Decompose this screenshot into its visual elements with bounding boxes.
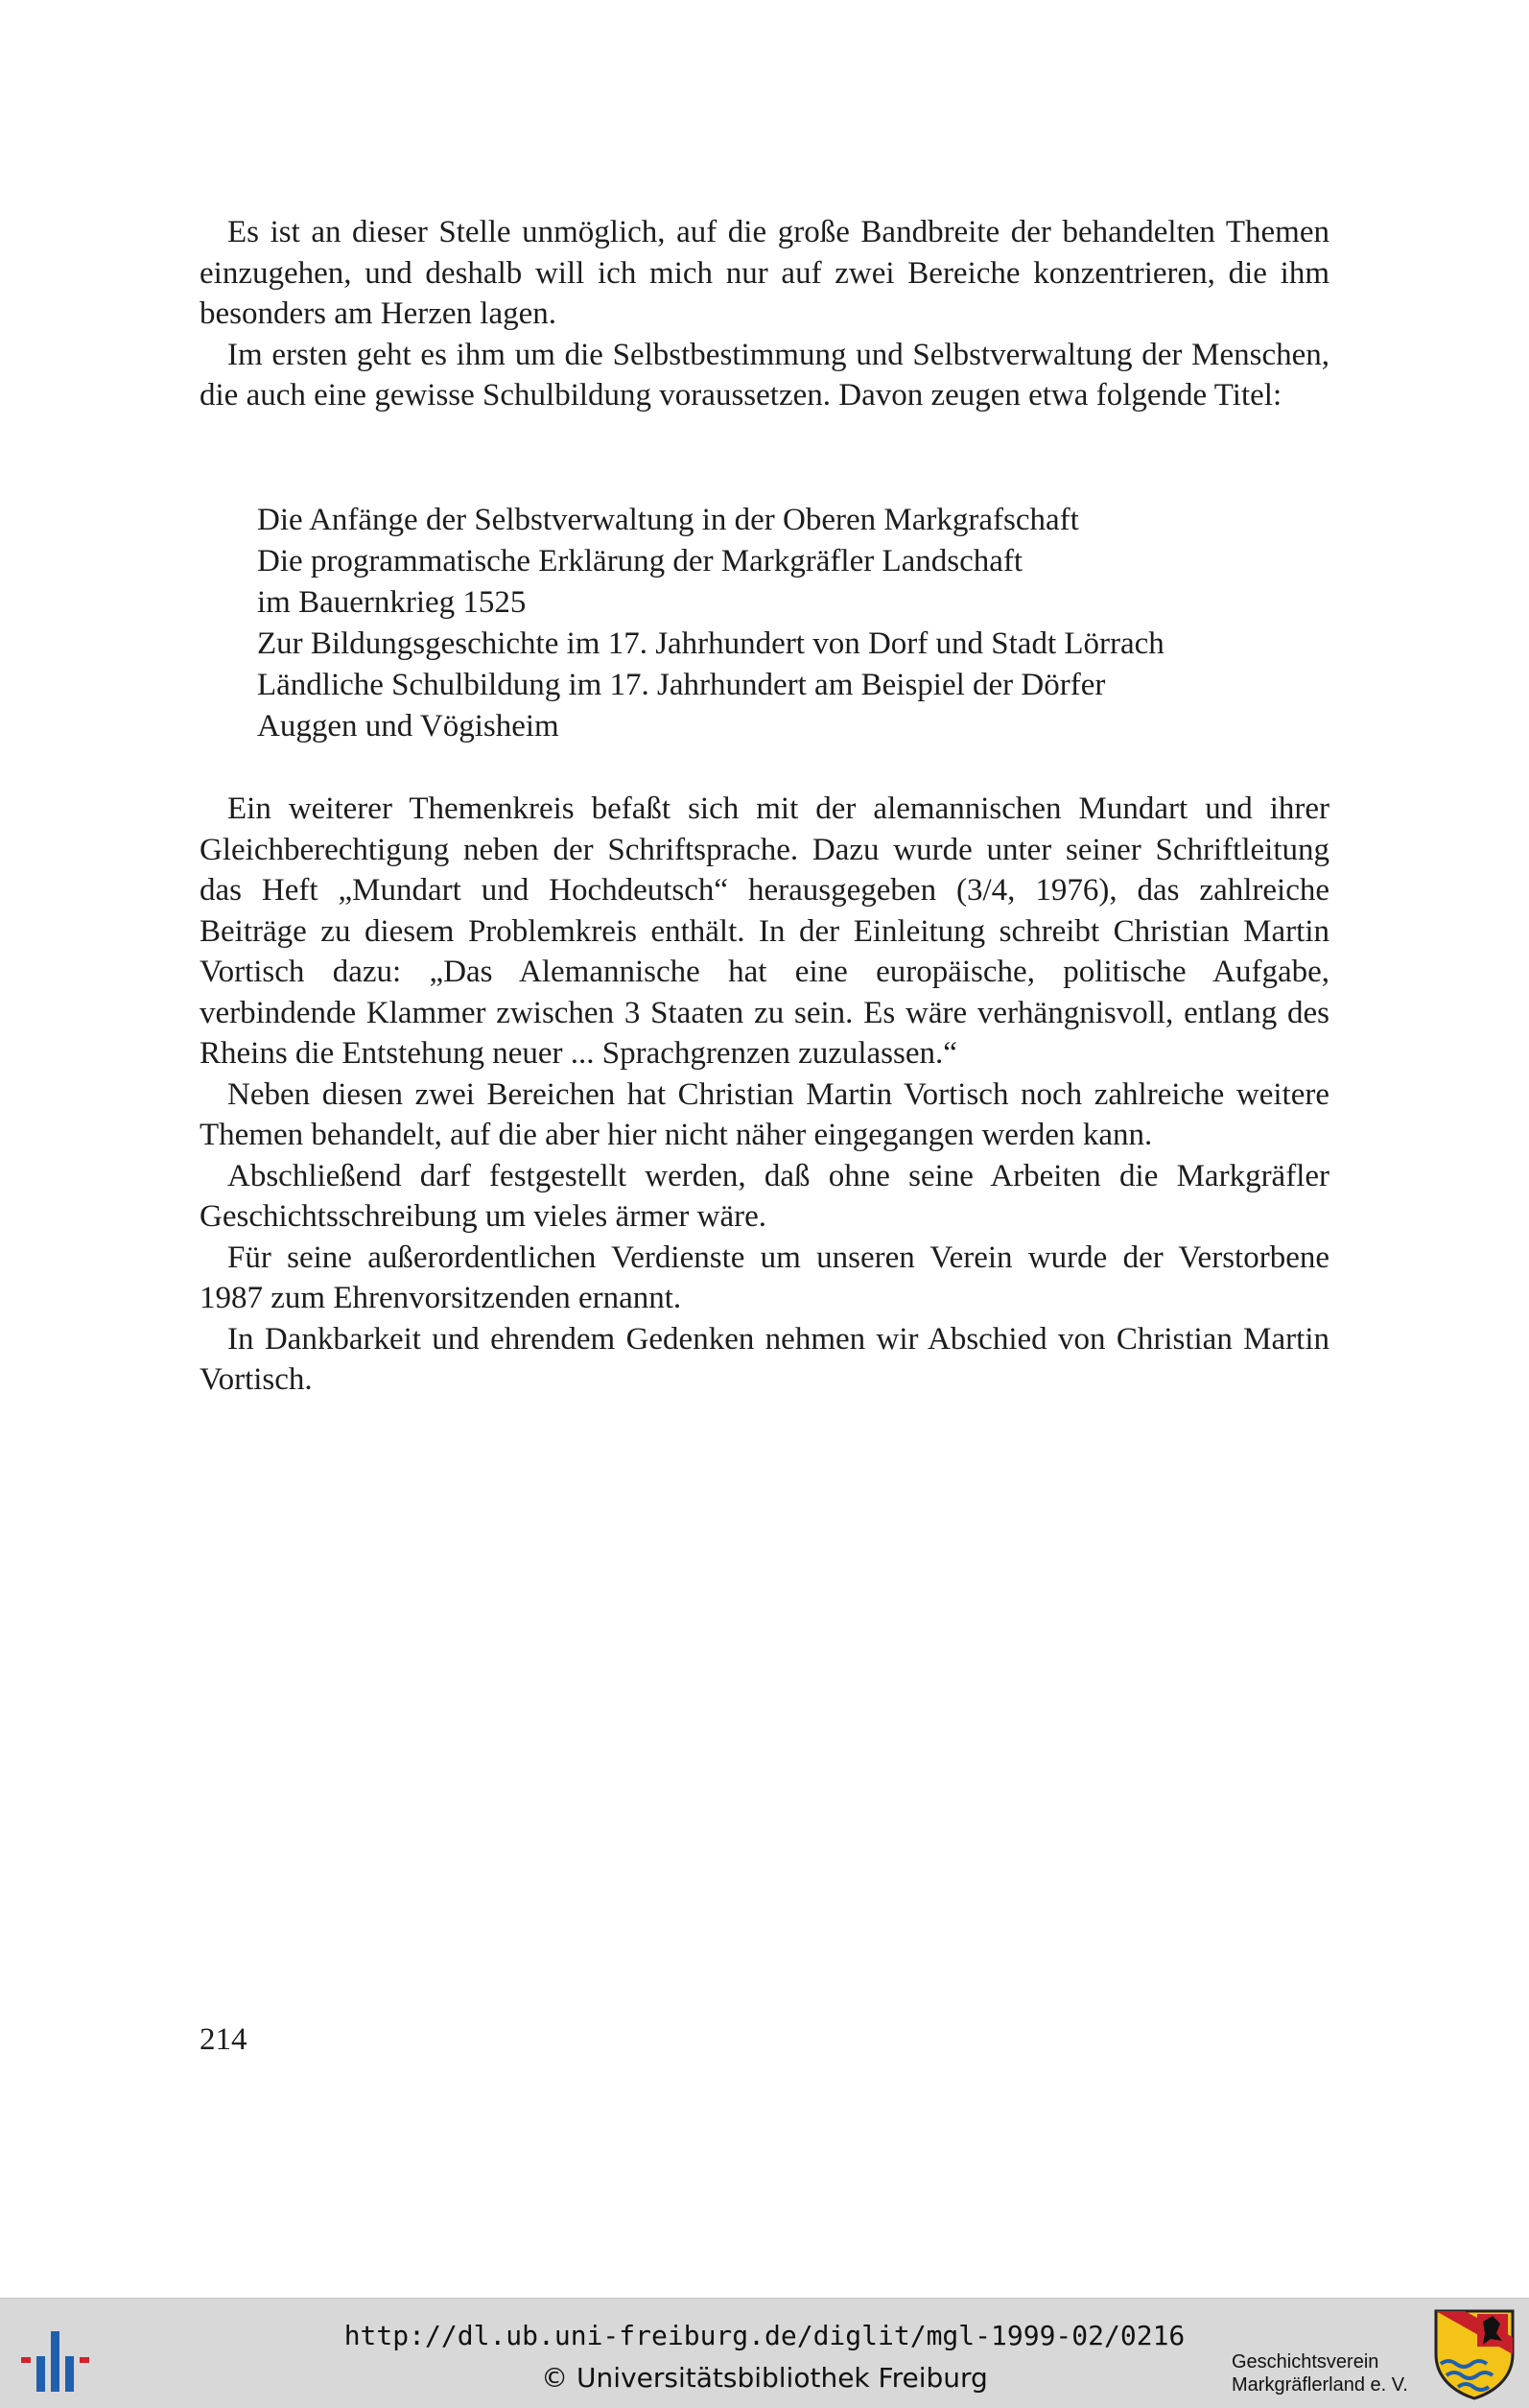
paragraph: Im ersten geht es ihm um die Selbstbestimmung und Selbstverwaltung der Menschen, die auch eine gewisse Schulbildung voraussetzen. Davon zeugen etwa folgende Titel: <box>200 337 1329 413</box>
title-list <box>257 500 1164 747</box>
title-line: im Bauernkrieg 1525 <box>257 585 527 620</box>
coat-of-arms-icon <box>1433 2308 1516 2400</box>
title-line: Die Anfänge der Selbstverwaltung in der Oberen Markgrafschaft <box>257 503 1079 537</box>
society-name <box>1232 2350 1408 2396</box>
society-line: Markgräflerland e. V. <box>1232 2374 1408 2396</box>
title-line: Auggen und Vögisheim <box>257 709 559 744</box>
source-url-link[interactable]: http://dl.ub.uni-freiburg.de/diglit/mgl-1999-02/0216 <box>343 2320 1186 2351</box>
title-line: Ländliche Schulbildung im 17. Jahrhundert am Beispiel der Dörfer <box>257 668 1106 702</box>
paragraph: Abschließend darf festgestellt werden, daß ohne seine Arbeiten die Markgräfler Geschichtsschreibung um vieles ärmer wäre. <box>200 1158 1329 1234</box>
paragraph: In Dankbarkeit und ehrendem Gedenken nehmen wir Abschied von Christian Martin Vortisch. <box>200 1321 1329 1397</box>
page-number: 214 <box>200 2022 247 2057</box>
main-paragraphs <box>200 789 1329 1401</box>
society-line: Geschichtsverein <box>1232 2351 1379 2373</box>
intro-paragraphs <box>200 212 1329 416</box>
paragraph: Neben diesen zwei Bereichen hat Christian Martin Vortisch noch zahlreiche weitere Themen behandelt, auf die aber hier nicht näher eingegangen werden kann. <box>200 1076 1329 1152</box>
paragraph: Es ist an dieser Stelle unmöglich, auf die große Bandbreite der behandelten Themen einzugehen, und deshalb will ich mich nur auf zwei Bereiche konzentrieren, die ihm besonders am Herzen lagen. <box>200 215 1329 331</box>
title-line: Zur Bildungsgeschichte im 17. Jahrhundert von Dorf und Stadt Lörrach <box>257 626 1164 661</box>
copyright-text: © Universitätsbibliothek Freiburg <box>541 2362 988 2394</box>
title-line: Die programmatische Erklärung der Markgräfler Landschaft <box>257 544 1023 578</box>
paragraph: Für seine außerordentlichen Verdienste um unseren Verein wurde der Verstorbene 1987 zum Ehrenvorsitzenden ernannt. <box>200 1239 1329 1315</box>
paragraph: Ein weiterer Themenkreis befaßt sich mit der alemannischen Mundart und ihrer Gleichberechtigung neben der Schriftsprache. Dazu wurde unter seiner Schriftleitung das Heft „Mundart und Hochdeutsch“ herausgegeben (3/4, 1976), das zahlreiche Beiträge zu diesem Problemkreis enthält. In der Einleitung schreibt Christian Martin Vortisch dazu: „Das Alemannische hat eine europäische, politische Aufgabe, verbindende Klammer zwischen 3 Staaten zu sein. Es wäre verhängnisvoll, entlang des Rheins die Entstehung neuer ... Sprachgrenzen zuzulassen.“ <box>200 791 1329 1071</box>
footer-bar <box>0 2298 1529 2408</box>
